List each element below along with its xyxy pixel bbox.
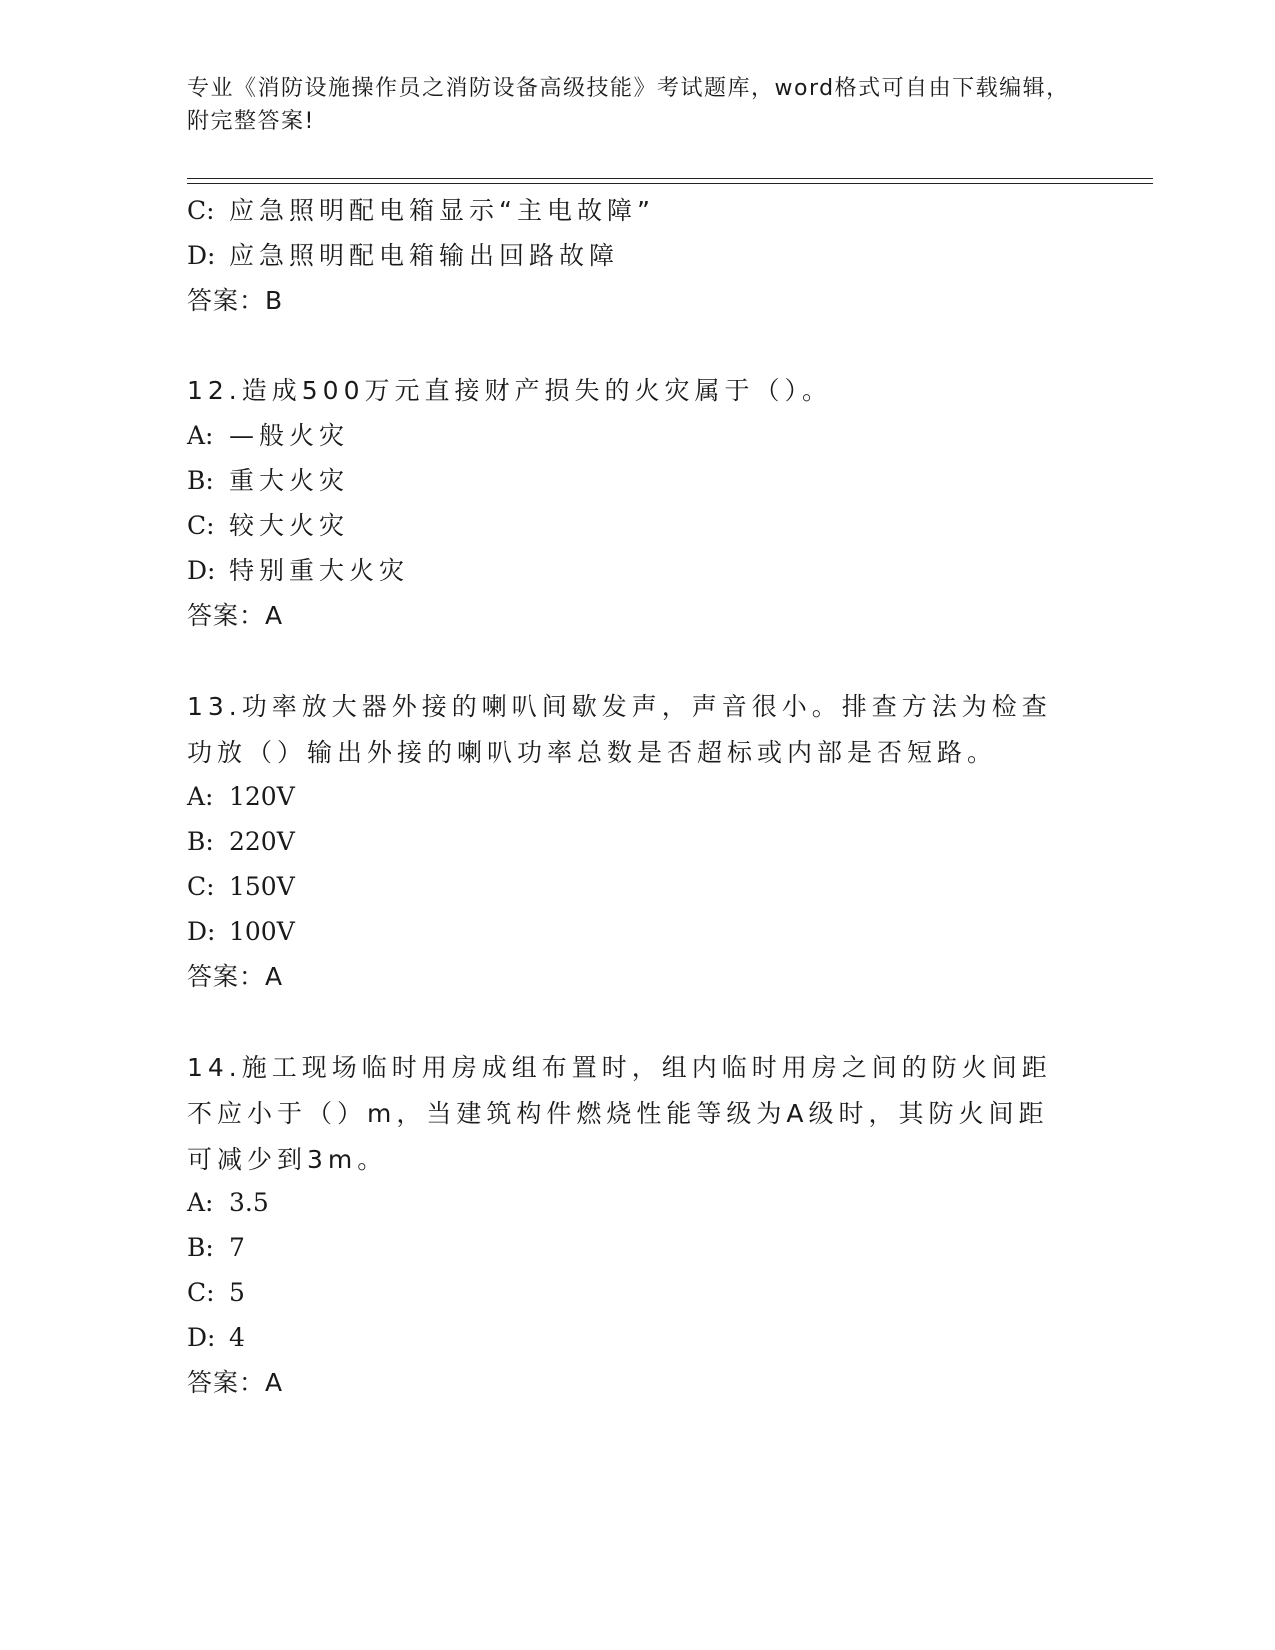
option-text: 特别重大火灾 bbox=[229, 556, 410, 585]
option-text: 重大火灾 bbox=[229, 466, 350, 495]
option-text: 120V bbox=[229, 782, 295, 811]
answer-label: 答案： bbox=[187, 962, 266, 991]
option-text: 较大火灾 bbox=[229, 511, 350, 540]
answer-line bbox=[187, 1360, 283, 1406]
option-label: D: bbox=[187, 556, 216, 585]
option-b bbox=[187, 819, 295, 865]
answer-value: A bbox=[265, 962, 284, 991]
answer-value: B bbox=[265, 286, 284, 315]
option-a bbox=[187, 1180, 269, 1226]
answer-line bbox=[187, 278, 283, 324]
option-label: A: bbox=[187, 782, 214, 811]
header-divider bbox=[187, 178, 1153, 184]
option-a bbox=[187, 413, 349, 459]
question-stem: 14.施工现场临时用房成组布置时，组内临时用房之间的防火间距不应小于（）m，当建筑构件燃烧性能等级为A级时，其防火间距可减少到3m。 bbox=[187, 1053, 1052, 1174]
option-text: 5 bbox=[229, 1278, 245, 1307]
option-b bbox=[187, 1225, 245, 1271]
question-stem: 12.造成500万元直接财产损失的火灾属于（）。 bbox=[187, 376, 832, 405]
answer-line bbox=[187, 593, 283, 639]
option-label: C: bbox=[187, 872, 215, 901]
answer-value: A bbox=[265, 601, 284, 630]
option-c bbox=[187, 188, 655, 234]
option-d bbox=[187, 909, 295, 955]
option-label: D: bbox=[187, 917, 216, 946]
option-label: C: bbox=[187, 511, 215, 540]
option-d bbox=[187, 548, 409, 594]
answer-label: 答案： bbox=[187, 286, 266, 315]
option-c bbox=[187, 1270, 245, 1316]
option-d bbox=[187, 233, 619, 279]
option-text: 100V bbox=[229, 917, 295, 946]
option-text: 7 bbox=[229, 1233, 245, 1262]
option-text: —般火灾 bbox=[229, 421, 350, 450]
option-label: B: bbox=[187, 466, 214, 495]
option-text: 3.5 bbox=[229, 1188, 269, 1217]
option-d bbox=[187, 1315, 245, 1361]
option-text: 150V bbox=[229, 872, 295, 901]
question-stem: 13.功率放大器外接的喇叭间歇发声，声音很小。排查方法为检查功放（）输出外接的喇叭功率总数是否超标或内部是否短路。 bbox=[187, 692, 1052, 767]
option-label: A: bbox=[187, 1188, 214, 1217]
option-text: 220V bbox=[229, 827, 295, 856]
answer-label: 答案： bbox=[187, 601, 266, 630]
document-header: 专业《消防设施操作员之消防设备高级技能》考试题库，word格式可自由下载编辑，附完整答案! bbox=[187, 76, 1070, 134]
option-b bbox=[187, 458, 349, 504]
option-a bbox=[187, 774, 295, 820]
option-text: 应急照明配电箱显示“主电故障” bbox=[229, 196, 655, 225]
option-label: D: bbox=[187, 1323, 216, 1352]
option-label: B: bbox=[187, 1233, 214, 1262]
option-text: 应急照明配电箱输出回路故障 bbox=[229, 241, 620, 270]
answer-value: A bbox=[265, 1368, 284, 1397]
option-c bbox=[187, 503, 349, 549]
option-text: 4 bbox=[229, 1323, 245, 1352]
option-label: A: bbox=[187, 421, 214, 450]
option-label: D: bbox=[187, 241, 216, 270]
option-label: B: bbox=[187, 827, 214, 856]
option-label: C: bbox=[187, 196, 215, 225]
answer-label: 答案： bbox=[187, 1368, 266, 1397]
option-c bbox=[187, 864, 295, 910]
option-label: C: bbox=[187, 1278, 215, 1307]
answer-line bbox=[187, 954, 283, 1000]
